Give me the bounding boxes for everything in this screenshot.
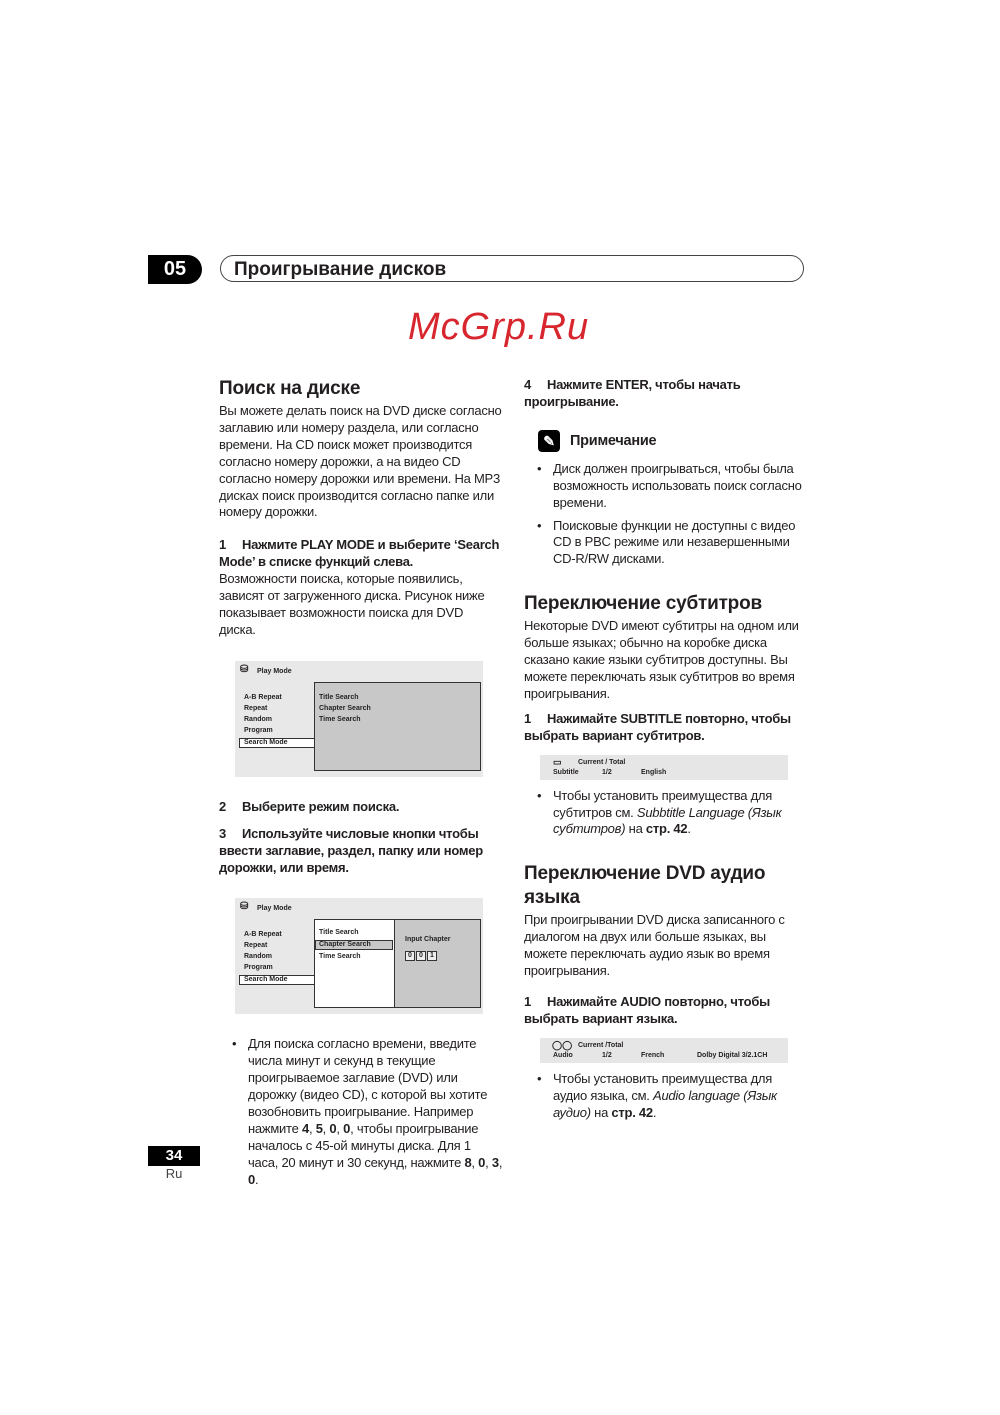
osd-title: Play Mode: [257, 905, 292, 913]
note-item: • Поисковые функции не доступны с видео CD в PBC режиме или незавершенными CD-R/RW дисками.: [524, 518, 808, 569]
bar-label: Audio: [553, 1051, 573, 1059]
osd-menu-item: Repeat: [244, 942, 268, 950]
disc-icon: ⛁: [240, 663, 249, 675]
osd-figure-search-mode: [235, 661, 483, 777]
note-heading: ✎ Примечание: [538, 429, 808, 453]
step-1: 1 Нажмите PLAY MODE и выберите ‘Search Mode’ в списке функций слева.: [219, 537, 500, 570]
bar-label: Subtitle: [553, 768, 579, 776]
audio-icon: ◯◯: [552, 1039, 573, 1050]
chapter-title: Проигрывание дисков: [220, 255, 804, 282]
audio-intro: При проигрывании DVD диска записанного с диалогом на двух или больше языках, вы можете переключать аудио язык во время проигрывания.: [524, 912, 785, 979]
osd-search-item: Title Search: [319, 693, 359, 701]
subtitle-icon: ▭: [553, 756, 562, 767]
osd-menu-item-selected: Search Mode: [239, 738, 315, 748]
section-title-audio: Переключение DVD аудио языка: [524, 863, 766, 909]
subtitle-intro: Некоторые DVD имеют субтитры на одном или больше языках; обычно на коробке диска сказано какие языки субтитров доступны. Вы можете переключать язык субтитров во время проигрывания.: [524, 618, 799, 701]
step-1-body: Возможности поиска, которые появились, зависят от загруженного диска. Рисунок ниже показывает возможности поиска для DVD диска.: [219, 571, 485, 637]
osd-input-panel: [394, 919, 481, 1008]
osd-search-item: Time Search: [319, 953, 361, 961]
bar-count: 1/2: [602, 1051, 612, 1059]
audio-bullet: • Чтобы установить преимущества для аудио языка, см. Audio language (Язык аудио) на стр. 42.: [524, 1071, 808, 1122]
subtitle-bullet: • Чтобы установить преимущества для субтитров см. Subbtitle Language (Язык субтитров) на стр. 42.: [524, 788, 808, 839]
pencil-note-icon: ✎: [538, 430, 560, 452]
bar-header: Current /Total: [578, 1041, 624, 1049]
osd-menu-item: Repeat: [244, 704, 268, 712]
osd-figure-input-chapter: [235, 898, 483, 1014]
osd-search-item: Chapter Search: [319, 704, 371, 712]
bar-language: English: [641, 768, 667, 776]
osd-menu-item: A-B Repeat: [244, 693, 282, 701]
osd-menu-item: Program: [244, 964, 273, 972]
step-4: 4 Нажмите ENTER, чтобы начать проигрывание.: [524, 377, 741, 409]
osd-menu-item: A-B Repeat: [244, 931, 282, 939]
bar-count: 1/2: [602, 768, 612, 776]
osd-menu-item-selected: Search Mode: [239, 975, 315, 985]
bar-format: Dolby Digital 3/2.1CH: [697, 1051, 768, 1059]
page-number: 34: [148, 1146, 200, 1166]
section-title-subtitles: Переключение субтитров: [524, 593, 762, 615]
audio-step: 1 Нажимайте AUDIO повторно, чтобы выбрать вариант языка.: [524, 993, 770, 1026]
step-2: 2 Выберите режим поиска.: [219, 798, 400, 814]
left-column: [219, 377, 503, 1195]
watermark: McGrp.Ru: [408, 306, 590, 348]
chapter-digits: 0 0 1: [405, 951, 437, 961]
subtitle-step: 1 Нажимайте SUBTITLE повторно, чтобы выбрать вариант субтитров.: [524, 710, 791, 743]
subtitle-osd-bar: [540, 755, 788, 780]
osd-search-item-selected: Chapter Search: [315, 940, 393, 950]
step-3: 3 Используйте числовые кнопки чтобы ввести заглавие, раздел, папку или номер дорожки, или время.: [219, 825, 483, 875]
osd-title: Play Mode: [257, 667, 292, 675]
osd-search-item: Time Search: [319, 715, 361, 723]
right-column: [524, 377, 808, 1127]
note-item: • Диск должен проигрываться, чтобы была возможность использовать поиск согласно времени.: [524, 461, 808, 512]
chapter-number: 05: [148, 255, 202, 284]
osd-search-item: Title Search: [319, 929, 359, 937]
audio-osd-bar: [540, 1038, 788, 1063]
osd-search-list: [314, 919, 396, 1008]
disc-icon: ⛁: [240, 901, 249, 913]
section-title-disc-search: Поиск на диске: [219, 378, 361, 399]
input-chapter-label: Input Chapter: [405, 936, 451, 944]
bar-header: Current / Total: [578, 758, 626, 766]
osd-menu-item: Random: [244, 953, 272, 961]
bar-language: French: [641, 1051, 665, 1059]
osd-menu-item: Random: [244, 715, 272, 723]
language-code: Ru: [165, 1166, 183, 1181]
intro-text: Вы можете делать поиск на DVD диске согласно заглавию или номеру раздела, или согласно времени. На CD поиск может производится согласно номеру дорожки, а на видео CD согласно номеру дорожки или времени. На MP3 дисках поиск производится согласно папке или номеру дорожки.: [219, 403, 502, 520]
osd-menu-item: Program: [244, 726, 273, 734]
time-search-bullet: • Для поиска согласно времени, введите числа минут и секунд в текущие проигрываемое заглавие (DVD) или дорожку (видео CD), с которой вы хотите возобновить проигрывание. Например нажмите 4, 5, 0, 0, чтобы проигрывание началось с 45-ой минуты диска. Для 1 часа, 20 минут и 30 секунд, нажмите 8, 0, 3, 0.: [219, 1036, 503, 1188]
osd-search-panel: [314, 682, 481, 771]
